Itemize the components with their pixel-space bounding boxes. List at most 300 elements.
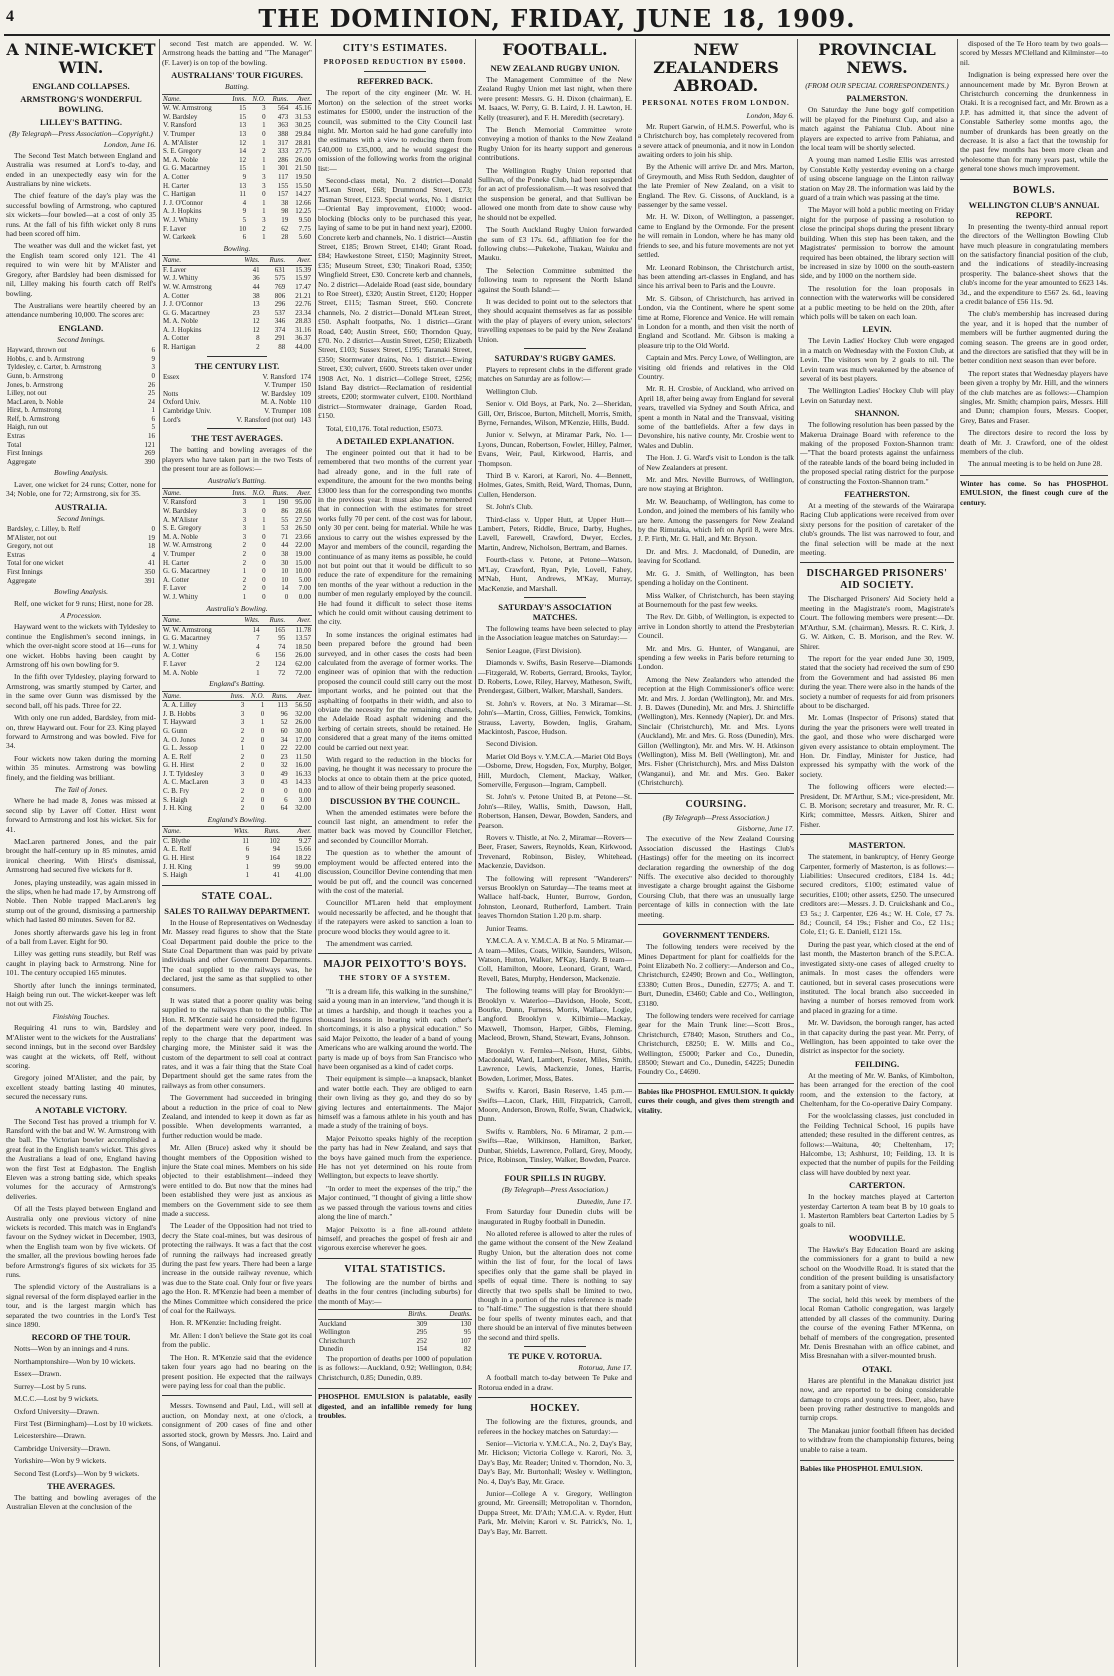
table-row — [6, 534, 156, 543]
paragraph: disposed of the Te Horo team by two goals—scored by Messrs M'Clelland and Kilminster—to nil. — [960, 39, 1108, 67]
table-cell: G. H. Hirst — [163, 761, 195, 770]
separator — [800, 562, 954, 563]
table-cell: 0 — [262, 507, 266, 516]
association-paragraphs — [478, 624, 632, 1165]
table-cell: 49 — [280, 769, 288, 778]
table-cell: Relf, b. Armstrong — [7, 414, 60, 423]
table-cell: 1 — [260, 718, 265, 727]
table-cell: 26.00 — [295, 155, 311, 164]
table-cell: H. Carter — [163, 558, 190, 567]
table-cell: F. Laver — [163, 659, 187, 668]
agg-value: 390 — [144, 457, 155, 466]
table-cell: 19.50 — [295, 172, 311, 181]
table-cell: 0 — [284, 592, 289, 601]
table-row — [6, 415, 156, 424]
table-cell: Cambridge Univ. — [163, 407, 212, 416]
table-row — [162, 416, 312, 425]
table-cell: 5 — [151, 423, 155, 432]
column-header: Name. — [162, 691, 224, 701]
table-cell: 0.00 — [298, 592, 311, 601]
separator — [524, 348, 586, 349]
table-row — [162, 541, 312, 550]
paragraph: Where he had made 8, Jones was missed at second slip by Laver off Cotter. Hirst went forward to Armstrong and lost his wicket. Six for 41. — [6, 796, 156, 834]
table-cell: 34 — [280, 735, 288, 744]
table-cell: 18.22 — [295, 854, 311, 863]
paragraph: The Government had succeeded in bringing about a reduction in the price of coal to New Zealand, and intended to keep it down as far as possible. When developments warranted, a further reduction would be made. — [162, 1093, 312, 1140]
table-cell: W. W. Armstrong — [163, 625, 212, 634]
table-cell: Extras — [7, 550, 25, 559]
table-row — [162, 373, 312, 382]
table-cell: 31.53 — [295, 112, 311, 121]
table-cell: 44 — [281, 541, 289, 550]
table-cell: 36 — [252, 274, 260, 283]
table-cell: 19 — [148, 533, 155, 542]
table-cell: 95 — [464, 1328, 471, 1337]
table-cell: 16.33 — [295, 769, 311, 778]
table-row — [162, 283, 312, 292]
table-cell: F. Laver — [163, 584, 187, 593]
table-cell: 3 — [242, 524, 247, 533]
table-cell: Hirst, b. Armstrong — [7, 406, 62, 415]
table-cell: G. L. Jessop — [163, 744, 198, 753]
table-cell: 0 — [262, 584, 266, 593]
aus-sub: Second Innings. — [57, 513, 105, 523]
paragraph: No alloted referee is allowed to alter the rules of the game without the consent of the New Zealand Rugby Union, but the alteration does not come within the list of four, for the local of laws specifies only that the game shall be played in spells of equal time. There is nothing to say directly that two spells shall be limited to two, though in a portion of the rules reference is made to "half-time." The suggestion is that there should be four spells of twenty minutes each, and that there should be an interval of five minutes between the second and third spells. — [478, 1229, 632, 1342]
table-cell: 4 — [256, 642, 260, 651]
table-cell: 9 — [245, 854, 250, 863]
table-cell: 14.27 — [295, 190, 311, 199]
table-row — [6, 363, 156, 372]
table-row — [162, 182, 312, 191]
table-row — [162, 634, 312, 643]
table-cell: 21.50 — [295, 164, 311, 173]
table-cell: 18.50 — [295, 642, 311, 651]
table-cell: 2 — [240, 795, 245, 804]
table-cell: 6 — [256, 651, 260, 660]
table-cell — [162, 381, 223, 390]
table-cell: 0 — [260, 752, 265, 761]
table-cell: 11.50 — [295, 752, 311, 761]
table-cell: W. J. Whitty — [163, 274, 199, 283]
bowling-head: Bowling Analysis. — [53, 468, 109, 478]
table-cell: 1 — [260, 701, 265, 710]
tour-head: AUSTRALIANS' TOUR FIGURES. — [171, 70, 303, 81]
table-cell: 769 — [274, 282, 286, 291]
table-cell: 317 — [277, 138, 289, 147]
table-header-row — [318, 1309, 472, 1319]
table-cell: 117 — [278, 172, 289, 181]
england-head: ENGLAND. — [58, 322, 104, 333]
table-cell: 15.66 — [295, 845, 311, 854]
table-cell: 2 — [242, 575, 247, 584]
table-row — [162, 625, 312, 634]
table-row — [162, 292, 312, 301]
table-row — [162, 498, 312, 507]
table-cell: 0 — [260, 744, 265, 753]
table-cell: 19.00 — [295, 550, 311, 558]
paragraph: "In order to meet the expenses of the trip," the Major continued, "I thought of giving a little show as we passed through the various towns and cities along the line of march." — [318, 1183, 472, 1222]
table-cell: 2 — [242, 584, 247, 593]
table-cell: 14.33 — [295, 778, 311, 787]
paragraph: St. John's v. Rovers, at No. 3 Miramar—St. John's—Martin, Cross, Gillies, Fenwick, Tomkins, Strauss, Laverty, Bowden, Inglis, Graham, Mackintosh, Pascoe, Hudson. — [478, 698, 632, 736]
paragraph: In presenting the twenty-third annual report the directors of the Wellington Bowling Club have much pleasure in congratulating members on the satisfactory financial position of the club, and the indications of steadily-increasing prosperity. The balance-sheet shows that the club's income for the year amounted to £623 14s. 3d., and the expenditure to £567 2s. 6d., leaving a credit balance of £56 11s. 9d. — [960, 221, 1108, 306]
separator — [638, 924, 794, 925]
england-totals — [6, 441, 156, 467]
paragraph: The following are the fixtures, grounds, and referees in the hockey matches on Saturday:— — [478, 1417, 632, 1436]
table-cell: 0.00 — [298, 787, 311, 796]
table-cell: 13.57 — [295, 634, 311, 643]
table-cell: 7.00 — [298, 584, 311, 593]
estimates-paragraphs — [318, 88, 472, 433]
test-para: The batting and bowling averages of the players who have taken part in the two Tests of the present tour are as follows:— — [162, 445, 312, 474]
table-row — [6, 577, 156, 586]
table-cell: 190 — [277, 498, 289, 507]
table-cell: 22.76 — [295, 300, 311, 309]
eng-bat-table — [162, 691, 312, 813]
table-cell: V. Ransford (not out) — [236, 415, 296, 424]
table-cell: 53 — [281, 524, 289, 533]
paragraph: In the fifth over Tyldesley, playing forward to Armstrong, was smartly stumped by Carter, and in the same over Gunn was dismissed by the second ball, off his pads. Three for 22. — [6, 672, 156, 710]
table-cell: 71 — [281, 532, 289, 541]
table-cell: 44.00 — [295, 343, 311, 352]
table-row — [162, 164, 312, 173]
table-cell: 24 — [148, 397, 155, 406]
table-cell: 16.00 — [295, 761, 311, 770]
table-cell: 99.00 — [295, 862, 311, 871]
table-cell: 3 — [242, 507, 247, 516]
table-cell: G. G. Macartney — [163, 567, 211, 576]
table-cell: 25 — [148, 389, 155, 398]
paragraph: The following will represent "Wanderers" versus Brooklyn on Saturday—The teams meet at Wallace half-back, Hunter, Burrow, Gordon, Johnston, Leonard, Rutherford, Lambert. Train leaves Thorndon Station 1.20 p.m. sharp. — [478, 873, 632, 921]
england-scores — [6, 346, 156, 441]
table-cell: M'Alister, not out — [7, 533, 57, 542]
coal-ad: Messrs. Townsend and Paul, Ltd., will sell at auction, on Monday next, at one o'clock, a consignment of 200 cases of fine and other assorted stock, grown by Messrs. Jno. Laird and Sons, of Wanganui. — [162, 1401, 312, 1448]
coursing-credit: (By Telegraph—Press Association.) — [662, 812, 770, 822]
table-cell: 165 — [274, 625, 286, 634]
table-cell: 62.00 — [295, 659, 311, 668]
table-cell: G. Gunn — [163, 726, 188, 735]
table-row — [6, 406, 156, 415]
bowls-sub: WELLINGTON CLUB'S ANNUAL REPORT. — [968, 199, 1100, 220]
table-row — [162, 121, 312, 130]
table-cell: W. W. Armstrong — [163, 104, 212, 113]
table-row — [162, 651, 312, 660]
table-cell: 0 — [262, 558, 266, 567]
table-cell: 3 — [262, 215, 266, 224]
paragraph: Senior—Victoria v. Y.M.C.A., No. 2, Day's Bay, Mr. Hickson; Victoria College v. Karori, No. 3, Day's Bay, Mr. Reader; United v. Thorndon, No. 3, Day's Bay, Mr. Burtonhall; Wesley v. Wellington, No. 4, Day's Bay, Mr. Grace. — [478, 1438, 632, 1486]
masterton-head: MASTERTON. — [848, 840, 906, 851]
paragraph: The chief feature of the day's play was the successful bowling of Armstrong, who captured six wickets—four bowled—at a cost of only 35 runs. At the fall of his fifth wicket only 8 runs had been scored off him. — [6, 191, 156, 239]
table-cell: 1 — [262, 121, 266, 130]
table-cell: 41.00 — [295, 871, 311, 880]
table-cell: 10.00 — [295, 567, 311, 576]
table-cell: 1 — [242, 592, 247, 601]
table-cell: 374 — [274, 325, 286, 334]
table-cell: M. A. Noble — [163, 668, 198, 677]
table-cell: J. H. King — [163, 862, 192, 871]
batting-head: Batting. — [225, 82, 249, 92]
table-cell: 2 — [240, 787, 245, 796]
major-sub: THE STORY OF A SYSTEM. — [339, 974, 451, 983]
table-row — [162, 576, 312, 585]
intro-paragraphs — [6, 151, 156, 320]
table-row — [6, 381, 156, 390]
table-cell: 27.50 — [295, 515, 311, 524]
paragraph: Oxford University—Drawn. — [14, 1406, 99, 1416]
section-head: SHANNON. — [854, 408, 900, 419]
table-cell: G. H. Hirst — [163, 854, 195, 863]
column-header: Runs. — [250, 827, 281, 837]
paragraph: The statement, in bankruptcy, of Henry George Carpenter, formerly of Masterton, is as follows:—Liabilities: Unsecured creditors, £184 1s. 4d.; secured creditors, £100; estimated value of securities, £100; other assets, £250. The unsecured creditors are:—Messrs. J. D. Cruickshank and Co., £3 5s.; J. Carpenter, £26 4s.; W. H. Cole, £7 7s. 8d.; Council, £4 19s.; Fisher and Co., £2 11s.; Cole, £1; G. E. Daniell, £121 15s. — [800, 852, 954, 937]
table-cell: 38 — [281, 550, 289, 558]
table-cell: 13 — [252, 300, 260, 309]
dateline: London, June 16. — [103, 140, 156, 150]
table-cell: J. H. King — [163, 804, 192, 813]
table-row — [162, 761, 312, 770]
football-head: FOOTBALL. — [502, 40, 608, 59]
column-header: Name. — [162, 94, 227, 104]
table-cell: 28 — [281, 233, 289, 242]
table-row — [6, 525, 156, 534]
table-row — [162, 147, 312, 156]
separator — [524, 597, 586, 598]
table-cell: 3 — [262, 172, 266, 181]
table-cell: Christchurch — [319, 1336, 356, 1345]
column-header: Name. — [162, 827, 220, 837]
table-row — [162, 710, 312, 719]
first-value: 350 — [144, 568, 155, 577]
phosphol-ad: Babies like PHOSPHOL EMULSION. It quickly cures their cough, and gives them strength and vitality. — [638, 1083, 794, 1118]
paragraph: Hayward went to the wickets with Tyldesley to continue the Englishmen's second innings, in which the over-night score stood at 16—runs for one wicket. Hobbs having been caught by Armstrong off his own bowling for 9. — [6, 622, 156, 670]
table-cell: 0 — [260, 761, 265, 770]
table-row — [162, 199, 312, 208]
column-header: Wkts. — [235, 256, 260, 266]
column-4 — [478, 39, 632, 1667]
table-cell: 26 — [148, 380, 155, 389]
total-value: 121 — [144, 440, 155, 449]
table-cell: C. Blythe — [163, 836, 190, 845]
england-sub: Second Innings. — [57, 334, 105, 344]
paragraph: Notts—Won by an innings and 4 runs. — [14, 1344, 130, 1354]
total-value: 41 — [148, 559, 155, 568]
table-cell: 1 — [262, 515, 266, 524]
table-cell: 12.25 — [295, 207, 311, 216]
table-cell: 1 — [262, 198, 266, 207]
table-cell: 108 — [300, 407, 311, 416]
paragraph: Cambridge University—Drawn. — [14, 1443, 111, 1453]
bowling-head: Bowling. — [223, 243, 251, 253]
separator — [478, 1397, 632, 1398]
paragraph: The directors desire to record the loss by death of Mr. J. Crawford, one of the oldest members of the club. — [960, 428, 1108, 457]
table-cell: 333 — [277, 147, 289, 156]
column-header: Inns. — [227, 94, 247, 104]
table-cell: 30.00 — [295, 726, 311, 735]
column-header: Runs. — [267, 488, 290, 498]
table-cell: V. Ransford — [262, 372, 296, 381]
nzru-head: NEW ZEALAND RUGBY UNION. — [490, 63, 620, 73]
city-estimates-head: CITY'S ESTIMATES. — [342, 43, 448, 54]
paragraph: The following tenders were received by the Mines Department for plant for coalfields for the Point Elizabeth No. 2 colliery:—Anderson and Co., Christchurch, £2490; Brown and Co., Wellington, £3380; Cutten Bros., Dunedin, £2775; A. and T. Burt, Dunedin, £3460; Cable and Co., Wellington, £3180. — [638, 942, 794, 1008]
paragraph: Second Division. — [486, 739, 538, 749]
table-row — [162, 559, 312, 568]
saturday-rugby-paragraphs — [478, 365, 632, 593]
aus-totals — [6, 559, 156, 585]
paragraph: At the meeting of Mr. W. Banks, of Kimbolton, has been arranged for the erection of the cool room, and the extension to the factory, at Cheltenham, for the Co-operative Dairy Company. — [800, 1070, 954, 1108]
column-header: Aver. — [286, 615, 312, 625]
table-cell: 22 — [280, 744, 288, 753]
table-cell: 0 — [262, 190, 266, 199]
finish-head: Finishing Touches. — [52, 1011, 110, 1021]
council-paragraphs — [318, 808, 472, 949]
table-cell: 0 — [260, 778, 265, 787]
table-row — [162, 701, 312, 710]
table-row — [162, 516, 312, 525]
column-rule — [797, 39, 798, 1667]
table-cell: 16 — [148, 432, 155, 441]
table-cell: 6 — [151, 414, 155, 423]
paragraph: The weather was dull and the wicket fast, yet the English team scored only 121. The 41 required to win were hit by M'Alister and Gregory, after Bardsley had been dismissed for nil, Lilley making his fourth catch off Relf's bowling. — [6, 241, 156, 298]
table-cell: 13 — [239, 121, 247, 130]
paragraph: Third B v. Karori, at Karori, No. 4—Bennett, Holmes, Gates, Smith, Reid, Ward, Thomas, Dunn, Cullen, Henderson. — [478, 471, 632, 499]
paragraph: The Manakau junior football fifteen has decided to withdraw from the championship fixtures, being unable to raise a team. — [800, 1425, 954, 1454]
table-cell: W. Bardsley — [163, 112, 198, 121]
section-head: FEATHERSTON. — [844, 489, 910, 500]
table-cell: 96 — [280, 709, 288, 718]
table-cell: 88 — [278, 343, 286, 352]
table-cell: 174 — [300, 372, 311, 381]
nzru-paragraphs — [478, 75, 632, 344]
table-row — [162, 334, 312, 343]
abroad-paragraphs — [638, 122, 794, 788]
table-cell: 13 — [239, 130, 247, 138]
table-cell: 72 — [278, 668, 286, 677]
aus-bat-table — [162, 488, 312, 602]
table-cell: 60 — [280, 726, 288, 735]
column-header: Deaths. — [428, 1309, 472, 1319]
table-cell: 155 — [277, 181, 289, 190]
table-cell: A. O. Jones — [163, 735, 196, 744]
bowls-paragraphs — [960, 222, 1108, 469]
table-cell: 363 — [277, 121, 289, 130]
provincial-news-head: PROVINCIAL NEWS. — [818, 40, 936, 77]
table-cell: 1 — [256, 668, 260, 677]
table-cell: 15.00 — [295, 558, 311, 567]
carterton-para: In the hockey matches played at Carterton yesterday Carterton A team beat B by 10 goals to 1. Masterton Ramblers beat Carterton Ladies by 5 goals to nil. — [800, 1192, 954, 1230]
bowling-para: Laver, one wicket for 24 runs; Cotter, none for 34; Noble, one for 72; Armstrong, six for 35. — [6, 479, 156, 499]
table-cell: 22.00 — [295, 744, 311, 753]
table-cell: 9 — [151, 354, 155, 363]
separator — [960, 179, 1108, 180]
table-row — [162, 593, 312, 602]
table-cell: 12.66 — [295, 198, 311, 207]
table-cell: 0 — [262, 575, 266, 584]
table-cell: 43 — [280, 778, 288, 787]
column-header: N.O. — [245, 691, 265, 701]
table-cell: 0 — [262, 592, 266, 601]
table-cell: 14 — [252, 625, 260, 634]
table-cell: 12 — [239, 138, 247, 147]
table-cell: A. Cotter — [163, 172, 190, 181]
table-row — [162, 804, 312, 813]
table-cell: M. A. Noble — [260, 398, 296, 407]
woodville-paragraphs — [800, 1245, 954, 1361]
dateline: London, May 6. — [746, 111, 794, 121]
paragraph: Total, £10,176. Total reduction, £5073. — [326, 423, 443, 433]
paragraph: Mr. Rupert Garwin, of H.M.S. Powerful, who is a Christchurch boy, has completely recovered from a severe attack of pneumonia, and it now in London awaiting orders to join his ship. — [638, 121, 794, 160]
table-cell: 22.00 — [295, 541, 311, 550]
table-cell: 3.00 — [298, 795, 311, 804]
table-cell: W. W. Armstrong — [163, 282, 212, 291]
record-head: RECORD OF THE TOUR. — [31, 1332, 131, 1343]
headline-nine-wicket: A NINE-WICKET WIN. — [6, 40, 156, 77]
table-cell: 28.66 — [295, 507, 311, 516]
table-row — [162, 845, 312, 854]
table-cell: A. A. Lilley — [163, 701, 197, 710]
table-row — [318, 1337, 472, 1346]
table-cell: 12 — [252, 317, 260, 326]
column-rule — [635, 39, 636, 1667]
table-cell: 0 — [260, 735, 265, 744]
column-5 — [638, 39, 794, 1667]
paragraph: Mr. R. H. Crosbie, of Auckland, who arrived on April 18, after being away from England for several years, travelled via Sydney and South Africa, and spent a month in Natal and the Transvaal, visiting some of the battlefields. After a few days in Devonshire, his native county, Mr. Crosbie went to Wales and Dublin. — [638, 384, 794, 450]
separator — [318, 953, 472, 954]
paragraph: The social, held this week by members of the local Roman Catholic congregation, was largely attended by all classes of the community. During the course of the evening Father M'Kenna, on behalf of members of the congregation, presented Mr. Denis Bresnahan with an office cabinet, and Miss Bresnahan with a silver-mounted brush. — [800, 1294, 954, 1361]
paragraph: Mr. Leonard Robinson, the Christchurch artist, has been attending art-classes in England, and has since his arrival been to Paris and the Louvre. — [638, 262, 794, 291]
table-cell: C. Hartigan — [163, 190, 196, 199]
notable-paragraphs — [6, 1117, 156, 1330]
table-row — [162, 207, 312, 216]
paragraph: Mr. Allen (Bruce) asked why it should be thought members of the Opposition wished to injure the State coal mines. Members on his side objected to their establishment—indeed they were entitled to do. But now that the mines had been established they were just as anxious as members on the Government side to see them made a success. — [162, 1143, 312, 1218]
table-cell: 124 — [274, 659, 286, 668]
table-cell: 26.00 — [295, 651, 311, 660]
aus-bowling-head: Bowling Analysis. — [53, 587, 109, 597]
table-row — [162, 753, 312, 762]
paragraph: The Bench Memorial Committee wrote conveying a motion of thanks to the New Zealand Rugby Union for its hearty support and generous contributions. — [478, 125, 632, 163]
column-3 — [318, 39, 472, 1667]
table-cell: 1 — [245, 862, 250, 871]
paragraph: Mr. and Mrs. G. Hunter, of Wanganui, are spending a few weeks in Paris before returning to London. — [638, 643, 794, 672]
record-paragraphs — [6, 1344, 156, 1477]
table-cell: 143 — [300, 415, 311, 424]
tail-head: The Tail of Jones. — [54, 784, 108, 794]
paragraph: Requiring 41 runs to win, Bardsley and M'Alister went to the wickets for the Australians' second innings, but in the second over Bardsley was caught at the wickets, off Relf, without scoring. — [6, 1023, 156, 1070]
paragraph: Hares are plentiful in the Manakau district just now, and are reported to be doing considerable damage to crops and young trees. Deer, also, have been proving rather destructive to mangolds and turnip crops. — [800, 1375, 954, 1423]
table-cell: 62 — [281, 224, 289, 233]
table-row — [162, 718, 312, 727]
separator — [207, 356, 267, 357]
table-row — [162, 173, 312, 182]
table-row — [318, 1328, 472, 1337]
table-row — [162, 190, 312, 199]
paragraph: The following officers were elected:—President, Dr. M'Arthur, S.M.; vice-president, Mr. C. B. Morison; secretary and treasurer, Mr. R. C. Kirk; committee, Messrs. Aitken, Shirer and Fisher. — [800, 782, 954, 829]
coursing-para: The executive of the New Zealand Coursing Association discussed the Hastings Club's (Hastings) offer for the meeting on its incorrect declaration regarding the ownership of the dog Niffs. The executive also decided to thoroughly investigate a charge brought against the Gisborne Coursing Club, that there was an unusually large percentage of kills in connection with the late meeting. — [638, 834, 794, 919]
saturday-rugby-head: SATURDAY'S RUGBY GAMES. — [494, 352, 616, 363]
agg-value: 391 — [144, 576, 155, 585]
table-row — [162, 871, 312, 880]
paragraph: Junior—College A v. Gregory, Wellington ground, Mr. Greensill; Metropolitan v. Thorndon, Duppa Street, Mr. D'Ath; Y.M.C.A. v. Ryder, Hutt Park, Mr. Melvin; Karori v. St. Patrick's, No. 1, Day's Bay, Mr. Barrett. — [478, 1489, 632, 1536]
table-cell: 13 — [239, 181, 247, 190]
separator — [318, 1258, 472, 1259]
paragraph: At a meeting of the stewards of the Wairarapa Racing Club applications were received from over sixty persons for the position of caretaker of the club's grounds. The list was narrowed to four, and the final selection will be made at the next meeting. — [800, 501, 954, 558]
separator — [364, 71, 426, 72]
paragraph: It was stated that a poorer quality was being supplied to the railways than to the public. The Hon. R. M'Kenzie said he considered the figures of the department were very poor, indeed. In reply to the charge that the department was charging more, the Minister said it was the custom of the department to sell coal at contract rates, and it was a fair thing that the State Coal Department should get the same rates from the railways as from other consumers. — [162, 996, 312, 1090]
table-cell: W. J. Whitty — [163, 592, 199, 601]
table-cell: 537 — [274, 308, 286, 317]
table-cell: 0 — [260, 787, 265, 796]
paragraph: Northamptonshire—Won by 10 wickets. — [14, 1356, 136, 1366]
paragraph: Indignation is being expressed here over the announcement made by Mr. Byron Brown at Christchurch concerning the drunkenness in Otaki. It is a recognised fact, and Mr. Brown as a J.P. has admitted it, that since the advent of Constable Satherley some months ago, the number of drunkards has been greatly on the decrease. It is also a fact that the township for the past few months has been more clean and wholesome than for many years past, while the general tone shows much improvement. — [960, 70, 1108, 174]
paragraph: MacLaren partnered Jones, and the pair brought the half-century up in 85 minutes, amid ironical cheering. With Hirst's dismissal, Armstrong had secured five wickets for 8. — [6, 836, 156, 875]
